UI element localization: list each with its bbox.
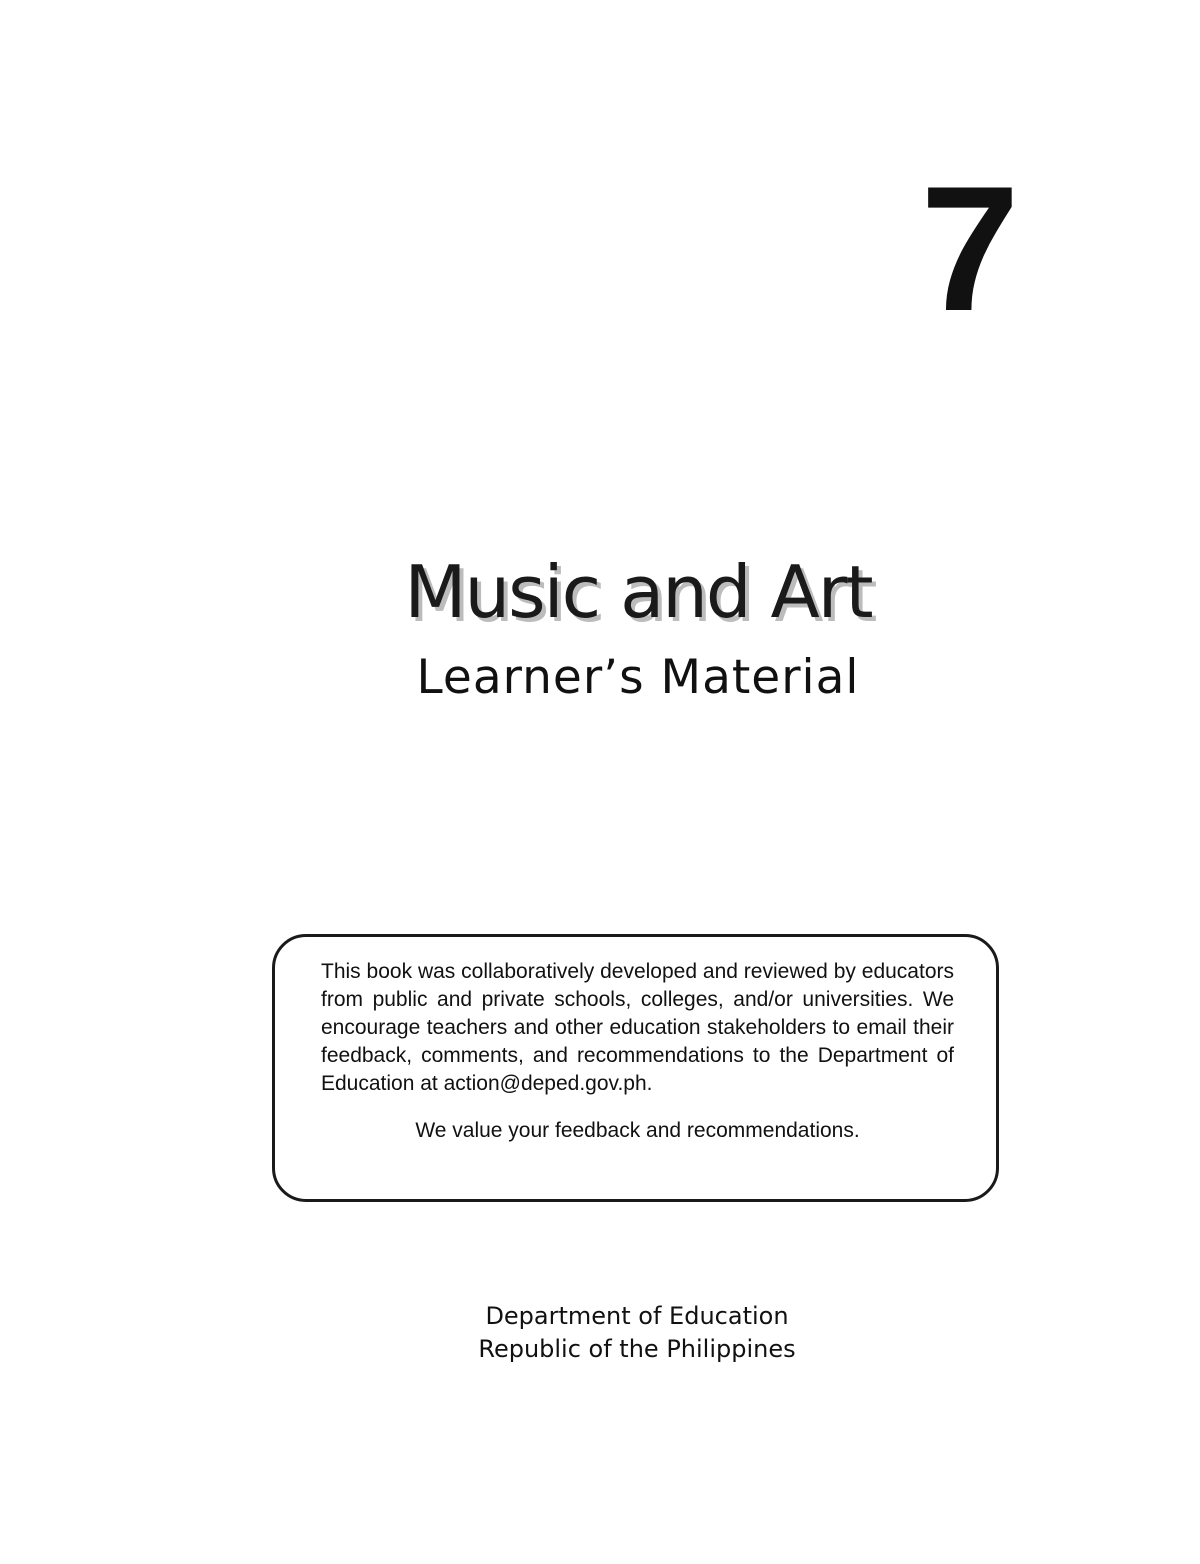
- book-subtitle: Learner’s Material: [416, 650, 860, 705]
- grade-number: 7: [920, 149, 1020, 348]
- publisher-country: Republic of the Philippines: [478, 1335, 796, 1363]
- feedback-notice-closing: We value your feedback and recommendations.: [415, 1119, 860, 1142]
- publisher-department: Department of Education: [485, 1302, 789, 1330]
- feedback-notice-text: This book was collaboratively developed and reviewed by educators from public and private schools, colleges, and/or universities. We encourage teachers and other education stakeholders to email their feedback, comments, and recommendations to the Department of Education at action@deped.gov.ph.: [321, 960, 954, 1095]
- publisher-block: [0, 1300, 1200, 1366]
- book-title: Music and Art: [404, 550, 872, 634]
- feedback-notice-box: [272, 934, 999, 1202]
